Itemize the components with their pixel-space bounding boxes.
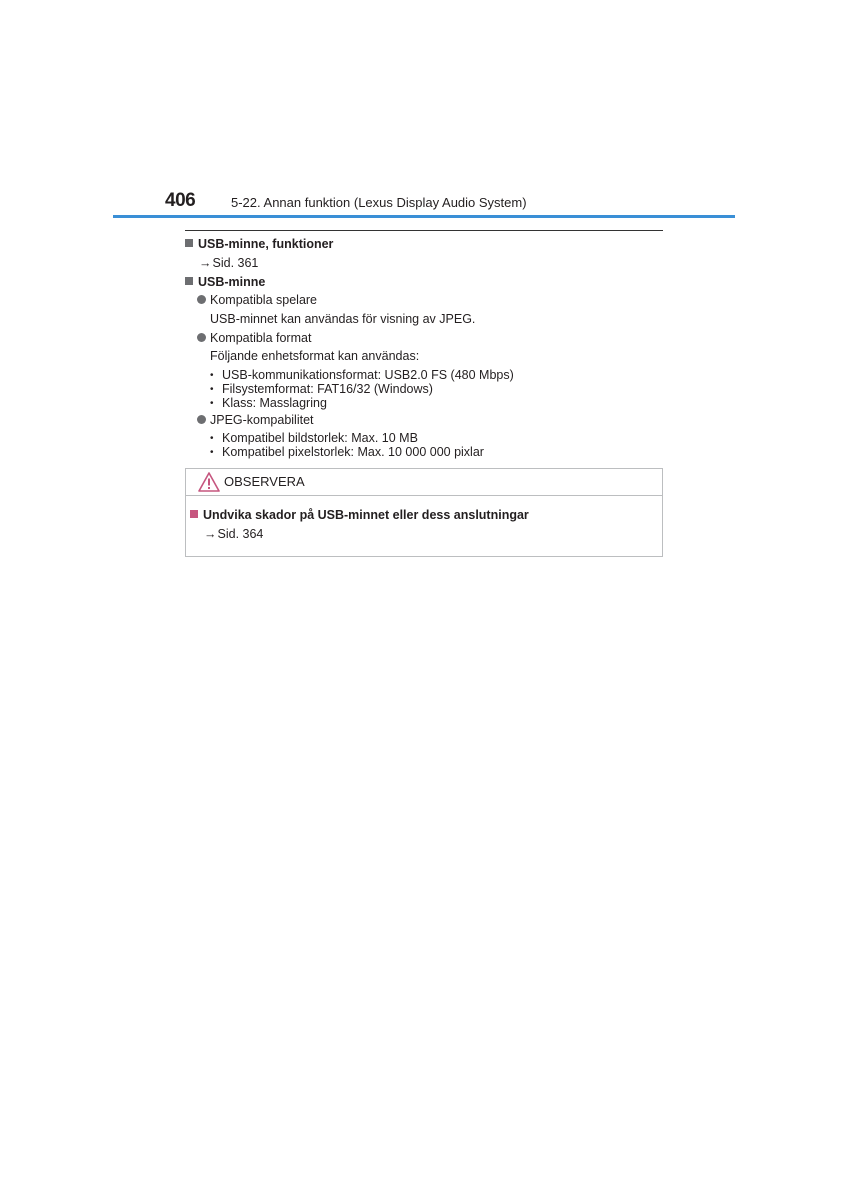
list-item: • Kompatibel pixelstorlek: Max. 10 000 000 pixlar — [210, 445, 484, 459]
page-number: 406 — [165, 190, 196, 211]
notice-box — [185, 468, 663, 557]
header-rule — [113, 215, 735, 218]
square-bullet-icon — [185, 277, 193, 285]
compatible-players-title: Kompatibla spelare — [197, 292, 317, 308]
section-title: 5-22. Annan funktion (Lexus Display Audio System) — [231, 195, 527, 210]
compatible-players-text: USB-minnet kan användas för visning av JPEG. — [210, 312, 476, 326]
list-item: • Kompatibel bildstorlek: Max. 10 MB — [210, 431, 418, 445]
square-bullet-icon — [185, 239, 193, 247]
warning-triangle-icon — [198, 472, 220, 492]
notice-header — [186, 469, 662, 496]
page-header — [0, 0, 848, 220]
arrow-right-icon: → — [199, 256, 212, 270]
bullet-icon: • — [210, 447, 214, 458]
usb-functions-heading: USB-minne, funktioner — [185, 236, 333, 252]
usb-memory-heading: USB-minne — [185, 274, 265, 290]
content-top-rule — [185, 230, 663, 231]
bullet-icon: • — [210, 370, 214, 381]
bullet-icon: • — [210, 398, 214, 409]
usb-functions-ref[interactable]: →Sid. 361 — [199, 256, 259, 270]
notice-heading: Undvika skador på USB-minnet eller dess anslutningar — [190, 507, 529, 523]
notice-ref[interactable]: →Sid. 364 — [204, 527, 264, 541]
circle-bullet-icon — [197, 295, 206, 304]
square-bullet-icon — [190, 510, 198, 518]
list-item: • Klass: Masslagring — [210, 396, 327, 410]
list-item: • Filsystemformat: FAT16/32 (Windows) — [210, 382, 433, 396]
compatible-formats-title: Kompatibla format — [197, 330, 311, 346]
arrow-right-icon: → — [204, 527, 217, 541]
compatible-formats-intro: Följande enhetsformat kan användas: — [210, 349, 420, 363]
circle-bullet-icon — [197, 415, 206, 424]
list-item: • USB-kommunikationsformat: USB2.0 FS (480 Mbps) — [210, 368, 514, 382]
notice-label: OBSERVERA — [224, 474, 305, 489]
bullet-icon: • — [210, 433, 214, 444]
jpeg-compat-title: JPEG-kompabilitet — [197, 412, 314, 428]
circle-bullet-icon — [197, 333, 206, 342]
bullet-icon: • — [210, 384, 214, 395]
